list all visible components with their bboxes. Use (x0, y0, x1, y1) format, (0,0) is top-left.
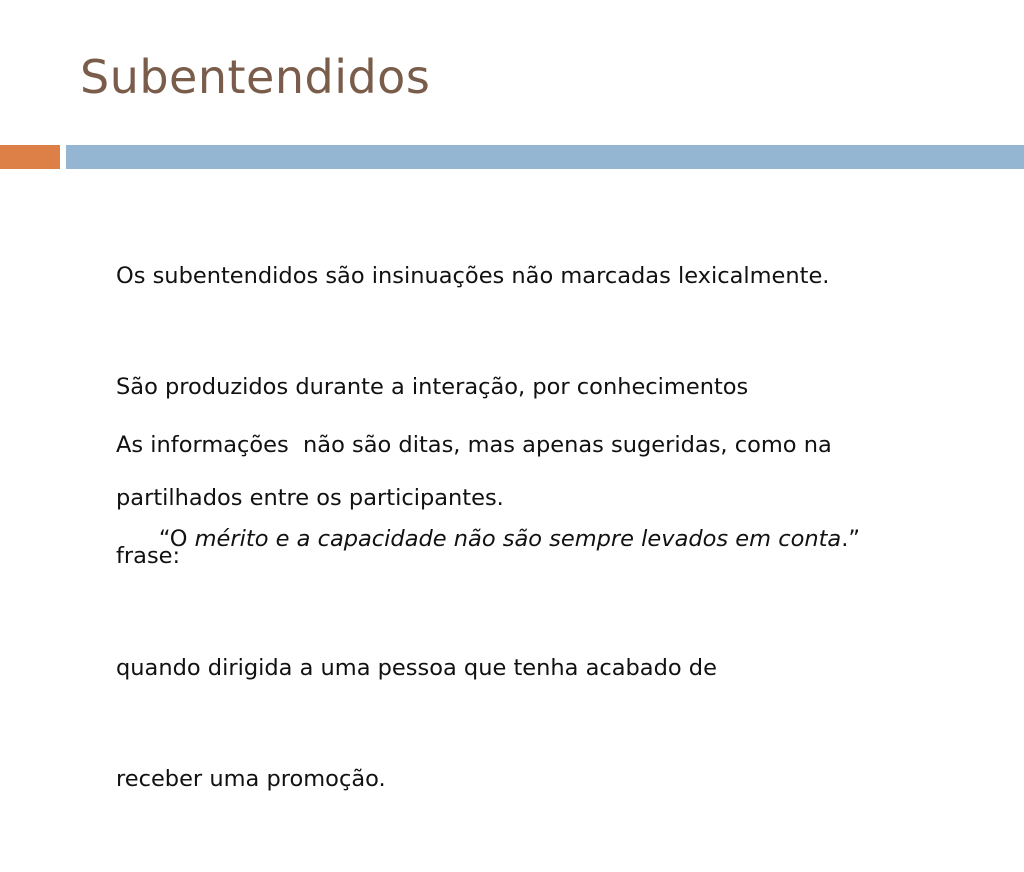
title-accent-bar (0, 145, 60, 169)
quote-open: “O (158, 526, 195, 552)
paragraph-line: Os subentendidos são insinuações não marcadas lexicalmente. (116, 263, 830, 289)
paragraph-line: partilhados entre os participantes. (116, 485, 504, 511)
quote-text: mérito e a capacidade não são sempre levados em conta (194, 526, 842, 552)
quote-close: .” (841, 526, 861, 552)
paragraph-line: receber uma promoção. (116, 766, 386, 792)
paragraph-line: As informações não são ditas, mas apenas sugeridas, como na (116, 432, 832, 458)
paragraph-context (116, 576, 717, 872)
slide-title: Subentendidos (80, 50, 431, 104)
paragraph-line: São produzidos durante a interação, por conhecimentos (116, 374, 749, 400)
title-underline-bar (66, 145, 1024, 169)
paragraph-line: frase: (116, 543, 181, 569)
paragraph-line: quando dirigida a uma pessoa que tenha acabado de (116, 655, 717, 681)
